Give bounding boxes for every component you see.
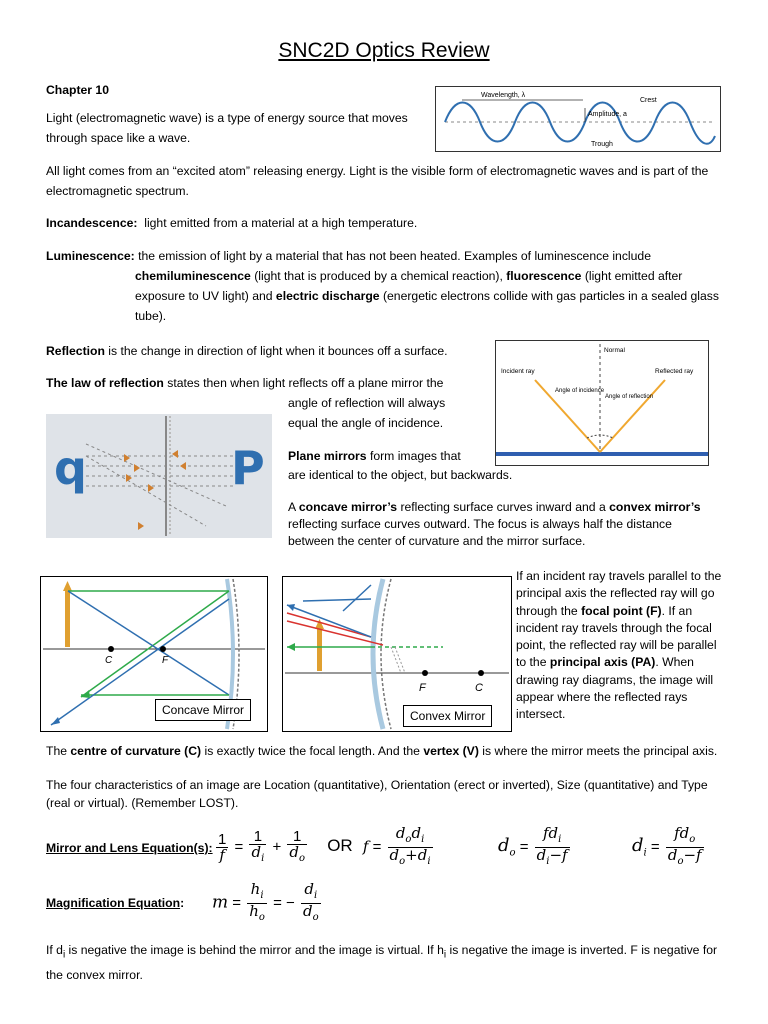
wavelength-label: Wavelength, λ — [481, 92, 526, 99]
luminescence-term: Luminescence: the emission of light by a material that has not been heated. Examples of luminescence include — [46, 249, 651, 263]
angle-incidence-label: Angle of incidence — [555, 388, 605, 394]
reflected-ray-label: Reflected ray — [655, 368, 694, 375]
concave-c-label: C — [105, 655, 113, 666]
light-paragraph: Light (electromagnetic wave) is a type of energy source that moves through space like a wave. — [46, 111, 408, 145]
centre-of-curvature-paragraph: The centre of curvature (C) is exactly twice the focal length. And the vertex (V) is where the mirror meets the principal axis. — [46, 744, 718, 758]
law-of-reflection-line1: The law of reflection states then when light reflects off a plane mirror the — [46, 376, 444, 390]
concave-mirror-diagram — [40, 576, 268, 732]
plane-mirror-diagram — [46, 414, 272, 538]
incandescence-def: Incandescence: light emitted from a material at a high temperature. — [46, 216, 418, 230]
plane-mirrors-line1: Plane mirrors form images that — [288, 449, 461, 463]
luminescence-def: chemiluminescence (light that is produced by a chemical reaction), fluorescence (light emitted after exposure to UV light) and electric discharge (energetic electrons collide with gas particles in a sealed glass tube). — [135, 269, 719, 323]
concave-f-label: F — [162, 655, 169, 666]
or-text: OR — [327, 836, 353, 856]
incident-ray-label: Incident ray — [501, 368, 535, 375]
all-light-paragraph: All light comes from an “excited atom” releasing energy. Light is the visible form of electromagnetic waves and is part of the electromagnetic spectrum. — [46, 164, 709, 198]
image-distance-equation: $d_i$ = $\frac{fd_o}{d_o-f}$ — [632, 824, 702, 867]
mirror-equation-label: Mirror and Lens Equation(s): — [46, 841, 213, 855]
wave-diagram — [435, 86, 721, 152]
lost-paragraph: The four characteristics of an image are Location (quantitative), Orientation (erect or inverted), Size (quantitative) and Type (real or virtual). (Remember LOST). — [46, 778, 708, 810]
convex-mirror-diagram — [282, 576, 512, 732]
concave-mirror-label: Concave Mirror — [155, 699, 251, 721]
chapter-heading: Chapter 10 — [46, 83, 109, 97]
reversed-p-glyph: q — [54, 441, 87, 495]
crest-label: Crest — [640, 97, 657, 104]
sign-convention-paragraph: If $d_i$ is negative the image is behind the mirror and the image is virtual. If $h_i$ is negative the image is inverted. F is negative for the convex mirror. — [46, 943, 718, 983]
curved-mirrors-paragraph: A concave mirror’s reflecting surface curves inward and a convex mirror’s reflecting surface curves outward. The focus is always half the distance between the center of curvature and the mirror surface. — [288, 500, 701, 548]
reflection-def: Reflection is the change in direction of light when it bounces off a surface. — [46, 344, 448, 358]
page-title: SNC2D Optics Review — [278, 39, 490, 62]
convex-f-label: F — [419, 682, 426, 694]
law-of-reflection-line2: angle of reflection will always — [288, 396, 446, 410]
p-glyph: P — [231, 441, 265, 495]
object-distance-equation: $d_o$ = $\frac{fd_i}{d_i-f}$ — [498, 824, 568, 867]
normal-label: Normal — [604, 347, 625, 354]
magnification-equation: m = $\frac{h_i}{h_o}$ = − $\frac{d_i}{d_o}$ — [212, 880, 319, 923]
amplitude-label: Amplitude, a — [588, 111, 627, 118]
magnification-label: Magnification Equation: — [46, 896, 185, 910]
ray-rules-paragraph: If an incident ray travels parallel to the principal axis the reflected ray will go through the focal point (F). If an incident ray travels through the focal point, the reflected ray will be parallel to the principal axis (PA). When drawing ray diagrams, the image will appear where the reflected rays intersect. — [516, 569, 722, 722]
angle-reflection-label: Angle of reflection — [605, 394, 654, 400]
trough-label: Trough — [591, 141, 613, 148]
convex-mirror-label: Convex Mirror — [403, 705, 492, 727]
law-of-reflection-line3: equal the angle of incidence. — [288, 416, 444, 430]
convex-c-label: C — [475, 682, 483, 694]
plane-mirrors-line2: are identical to the object, but backwards. — [288, 468, 513, 482]
mirror-equation: $\frac{1}{f}$ = $\frac{1}{d_i}$ + $\frac{1}{d_o}$ OR f = $\frac{d_od_i}{d_o+d_i}$ — [218, 824, 431, 867]
law-of-reflection-diagram — [495, 340, 709, 466]
